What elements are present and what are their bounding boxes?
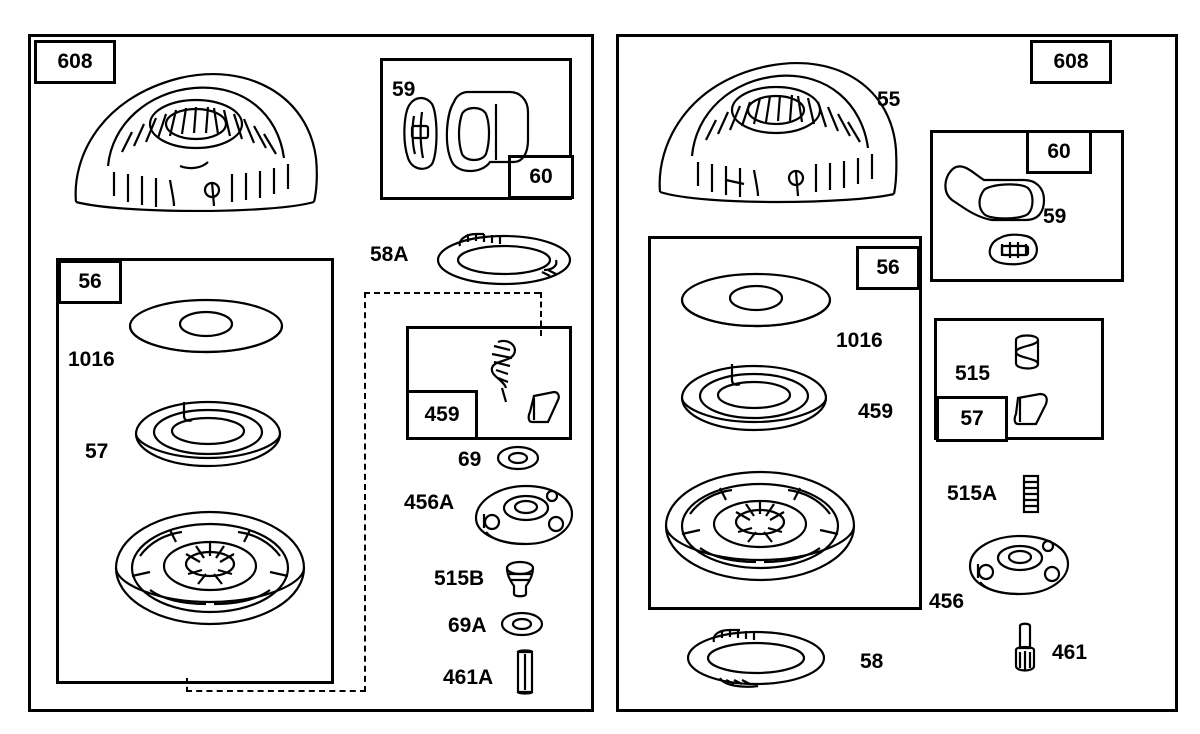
recoil-spring-left-art (424, 226, 584, 292)
right-tag-60: 60 (1026, 130, 1092, 174)
blower-housing-right-art (648, 52, 904, 204)
left-tag-459: 459 (406, 390, 478, 440)
spring-515-art (1008, 330, 1048, 374)
recoil-spring-right-art (674, 622, 840, 694)
callout-461A: 461A (443, 666, 494, 689)
starter-pulley-left-art (110, 498, 310, 650)
left-tag-56: 56 (58, 260, 122, 304)
washer-69-art (496, 444, 540, 472)
screw-461-art (1008, 622, 1042, 676)
callout-515B: 515B (434, 567, 485, 590)
callout-55: 55 (877, 88, 901, 111)
washer-69A-art (500, 610, 544, 638)
dog-459-right-art (1006, 386, 1058, 430)
callout-461: 461 (1052, 641, 1088, 664)
callout-456: 456 (929, 590, 965, 613)
rope-coil-left-art (128, 386, 290, 476)
pulley-washer-left-art (126, 294, 286, 366)
rope-coil-right-art (674, 348, 834, 442)
blower-housing-left-art (62, 62, 332, 212)
callout-69A: 69A (448, 614, 487, 637)
callout-58: 58 (860, 650, 884, 673)
dashed-group-bottom-left-edge (186, 678, 188, 692)
right-panel-tag-608: 608 (1030, 40, 1112, 84)
rope-handle-right-art (940, 142, 1070, 270)
spring-515A-art (1018, 472, 1044, 516)
dashed-group-left-edge (364, 292, 366, 692)
callout-58A: 58A (370, 243, 409, 266)
spring-and-dog-left-art (480, 336, 562, 426)
callout-57-left: 57 (85, 440, 109, 463)
callout-456A: 456A (404, 491, 455, 514)
pin-461A-art (508, 648, 542, 696)
callout-1016-left: 1016 (68, 348, 115, 371)
callout-1016-right: 1016 (836, 329, 883, 352)
callout-57-right: 459 (858, 400, 894, 423)
right-tag-459: 57 (936, 396, 1008, 442)
callout-515A: 515A (947, 482, 998, 505)
dashed-group-bottom-edge (186, 690, 366, 692)
starter-pulley-right-art (660, 460, 860, 600)
right-tag-56: 56 (856, 246, 920, 290)
callout-59-left: 59 (392, 78, 416, 101)
callout-515: 515 (955, 362, 991, 385)
left-panel-tag-608: 608 (34, 40, 116, 84)
clutch-plate-456A-art (468, 478, 578, 554)
spring-515B-art (500, 560, 540, 600)
pulley-washer-right-art (678, 268, 834, 338)
dashed-group-top-edge (364, 292, 540, 294)
left-tag-60: 60 (508, 155, 574, 199)
callout-59-right: 59 (1043, 205, 1067, 228)
clutch-plate-456-art (962, 528, 1074, 604)
rope-handle-left-art (398, 82, 548, 182)
callout-69-left: 69 (458, 448, 482, 471)
